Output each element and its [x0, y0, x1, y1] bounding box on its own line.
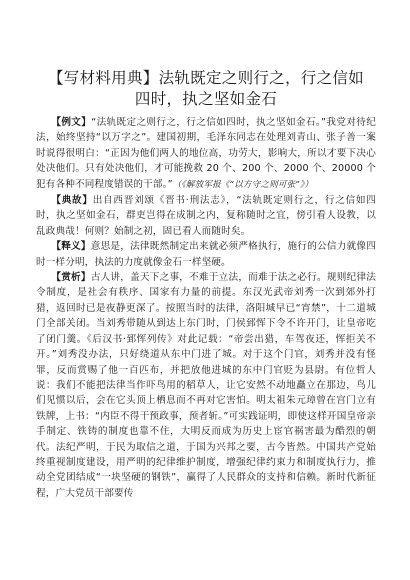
meaning-paragraph [36, 239, 376, 270]
article-title [36, 68, 376, 110]
example-paragraph [36, 115, 376, 193]
document-page [36, 68, 376, 501]
example-tag: 【例文】 [51, 117, 92, 128]
analysis-tag: 【赏析】 [51, 272, 91, 284]
meaning-body: 意思是，法律既然制定出来就必须严格执行，施行的公信力就像四时一样分明，执法的力度就像金石一样坚硬。 [36, 241, 376, 268]
origin-paragraph [36, 193, 376, 239]
title-line-1: 【写材料用典】法轨既定之则行之，行之信如 [47, 69, 364, 87]
example-source: （《解放军报《“以方守之则可张”》） [172, 179, 314, 190]
origin-body: 出自西晋刘颂《晋书·刑法志》，“法轨既定则行之，行之信如四时，执之坚如金石，群吏岂得在成制之内，复称随时之宜，傍引看人设教，以乱政典哉！何则？始制之初，固已看人而随时矣。 [36, 195, 376, 237]
meaning-tag: 【释义】 [51, 241, 91, 253]
origin-tag: 【典故】 [51, 195, 93, 207]
analysis-paragraph [36, 270, 376, 501]
analysis-body: 古人讲，盖天下之事，不难于立法，而难于法之必行。规则纪律法令制度，是社会有秩序、国家有力量的前提。东汉光武帝刘秀一次到郊外打猎，返回时已是夜静更深了。按照当时的法律，洛阳城早已“宵禁”，十二道城门全部关闭。当刘秀带随从到达上东门时，门侯郅恽下令不许开门，让皇帝吃了闭门羹。《后汉书·郅恽列传》对此记载：“帝尝出猎，车驾夜还，恽拒关不开。”刘秀没办法，只好绕道从东中门进了城。对于这个门官，刘秀并没有怪罪，反而赏赐了他一百匹布，并把放他进城的东中门官贬为县尉。有位哲人说：我们不能把法律当作吓鸟用的稻草人，让它安然不动地矗立在那边，鸟儿们见惯以后，会在它头顶上栖息而不再对它害怕。明太祖朱元璋曾在宫门立有铁牌，上书：“内臣不得干预政事，预者斩。”可实践证明，即使这样开国皇帝亲手制定、铁铸的制度也靠不住，大明反而成为历史上宦官祸害最为酷烈的朝代。法纪严明，于民为取信之道，于国为兴邦之要，古今皆然。中国共产党始终重视制度建设，用严明的纪律维护制度，增强纪律约束力和制度执行力，推动全党团结成“一块坚硬的钢铁”，赢得了人民群众的支持和信赖。新时代新征程，广大党员干部要传 [36, 272, 376, 499]
example-body: “法轨既定之则行之，行之信如四时，执之坚如金石。”我党对待纪法，始终坚持“以万字之”。建国初期，毛泽东同志在处理刘青山、张子善一案时说得很明白：“正因为他们两人的地位高，功劳大，影响大，所以才要下决心处决他们。只有处决他们，才可能挽救 20 个、200 个、2000 个、20000 个犯有各种不同程度错误的干部。” [36, 117, 376, 190]
title-line-2: 四时，执之坚如金石 [134, 90, 278, 108]
